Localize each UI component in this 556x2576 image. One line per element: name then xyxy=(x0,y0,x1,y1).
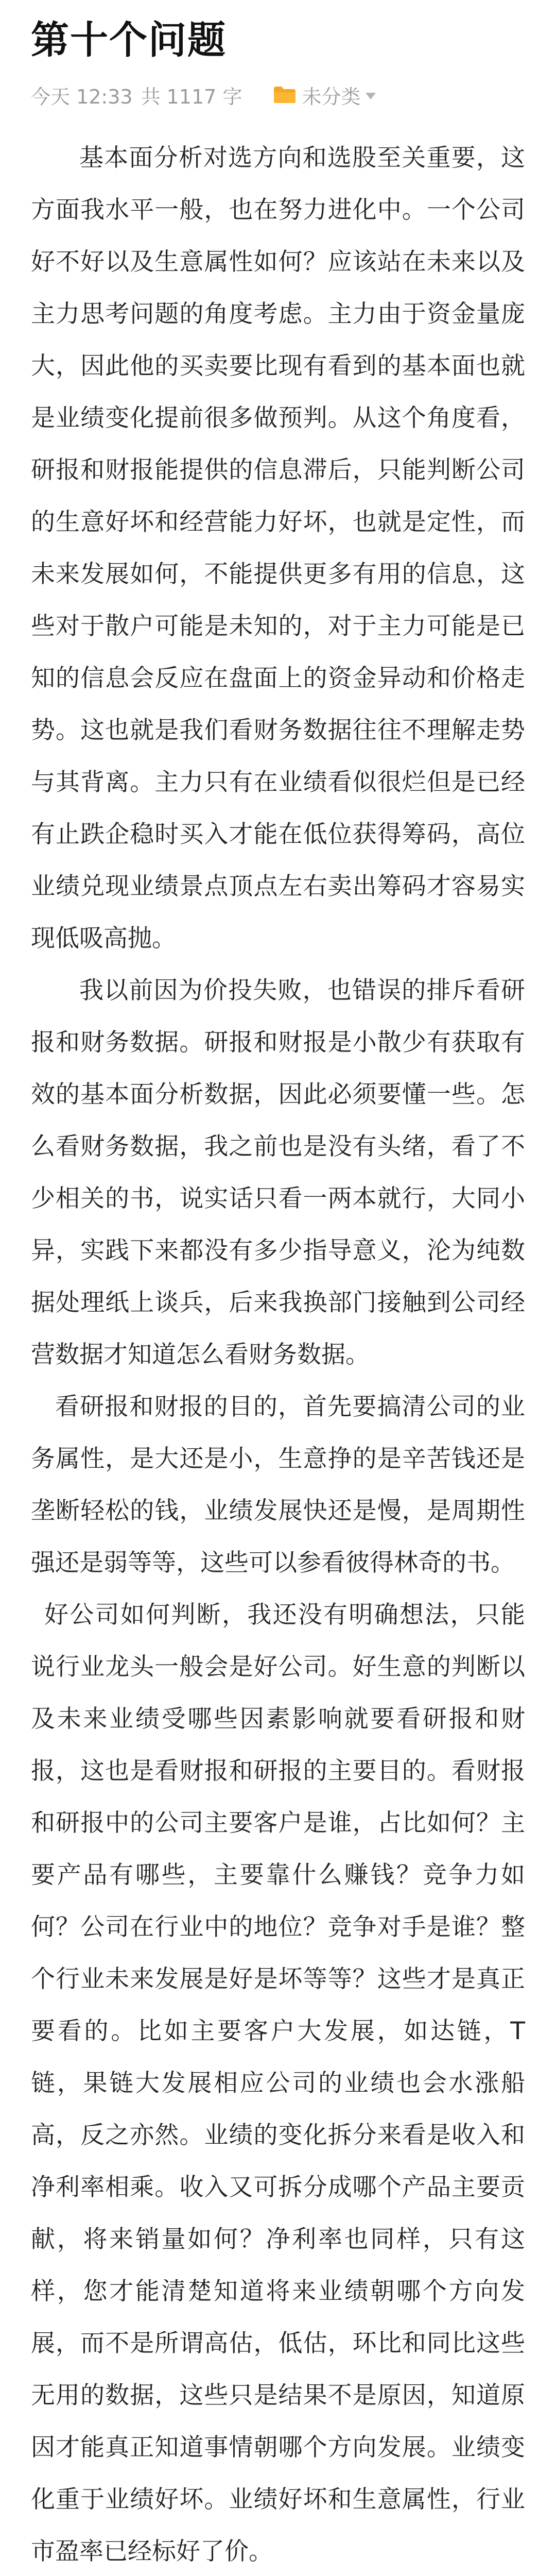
paragraph: 看研报和财报的目的，首先要搞清公司的业务属性，是大还是小，生意挣的是辛苦钱还是垄断轻松的钱，业绩发展快还是慢，是周期性强还是弱等等，这些可以参看彼得林奇的书。 xyxy=(31,1393,525,1577)
note-meta xyxy=(31,79,525,110)
paragraph: 基本面分析对选方向和选股至关重要，这方面我水平一般，也在努力进化中。一个公司好不好以及生意属性如何？应该站在未来以及主力思考问题的角度考虑。主力由于资金量庞大，因此他的买卖要比现有看到的基本面也就是业绩变化提前很多做预判。从这个角度看，研报和财报能提供的信息滞后，只能判断公司的生意好坏和经营能力好坏，也就是定性，而未来发展如何，不能提供更多有用的信息，这些对于散户可能是未知的，对于主力可能是已知的信息会反应在盘面上的资金异动和价格走势。这也就是我们看财务数据往往不理解走势与其背离。主力只有在业绩看似很烂但是已经有止跌企稳时买入才能在低位获得筹码，高位业绩兑现业绩景点顶点左右卖出筹码才容易实现低吸高抛。 xyxy=(31,144,525,953)
folder-label: 未分类 xyxy=(302,85,361,108)
folder-selector[interactable] xyxy=(273,81,376,109)
note-body[interactable] xyxy=(31,132,525,2576)
paragraph: 我以前因为价投失败，也错误的排斥看研报和财务数据。研报和财报是小散少有获取有效的基本面分析数据，因此必须要懂一些。怎么看财务数据，我之前也是没有头绪，看了不少相关的书，说实话只看一两本就行，大同小异，实践下来都没有多少指导意义，沦为纯数据处理纸上谈兵，后来我换部门接触到公司经营数据才知道怎么看财务数据。 xyxy=(31,976,525,1369)
word-count-prefix: 共 xyxy=(141,85,161,108)
folder-icon xyxy=(273,86,297,104)
chevron-down-icon xyxy=(366,93,376,99)
word-count-label xyxy=(141,81,242,109)
word-count: 1117 xyxy=(166,85,217,108)
note-date: 今天 12:33 xyxy=(31,85,133,108)
note-title: 第十个问题 xyxy=(31,18,227,62)
paragraph: 好公司如何判断，我还没有明确想法，只能说行业龙头一般会是好公司。好生意的判断以及未来业绩受哪些因素影响就要看研报和财报，这也是看财报和研报的主要目的。看财报和研报中的公司主要客户是谁，占比如何？主要产品有哪些，主要靠什么赚钱？竞争力如何？公司在行业中的地位？竞争对手是谁？整个行业未来发展是好是坏等等？这些才是真正要看的。比如主要客户大发展，如达链，T链，果链大发展相应公司的业绩也会水涨船高，反之亦然。业绩的变化拆分来看是收入和净利率相乘。收入又可拆分成哪个产品主要贡献，将来销量如何？净利率也同样，只有这样，您才能清楚知道将来业绩朝哪个方向发展，而不是所谓高估，低估，环比和同比这些无用的数据，这些只是结果不是原因，知道原因才能真正知道事情朝哪个方向发展。业绩变化重于业绩好坏。业绩好坏和生意属性，行业市盈率已经标好了价。 xyxy=(31,1601,525,2566)
word-count-suffix: 字 xyxy=(222,85,242,108)
